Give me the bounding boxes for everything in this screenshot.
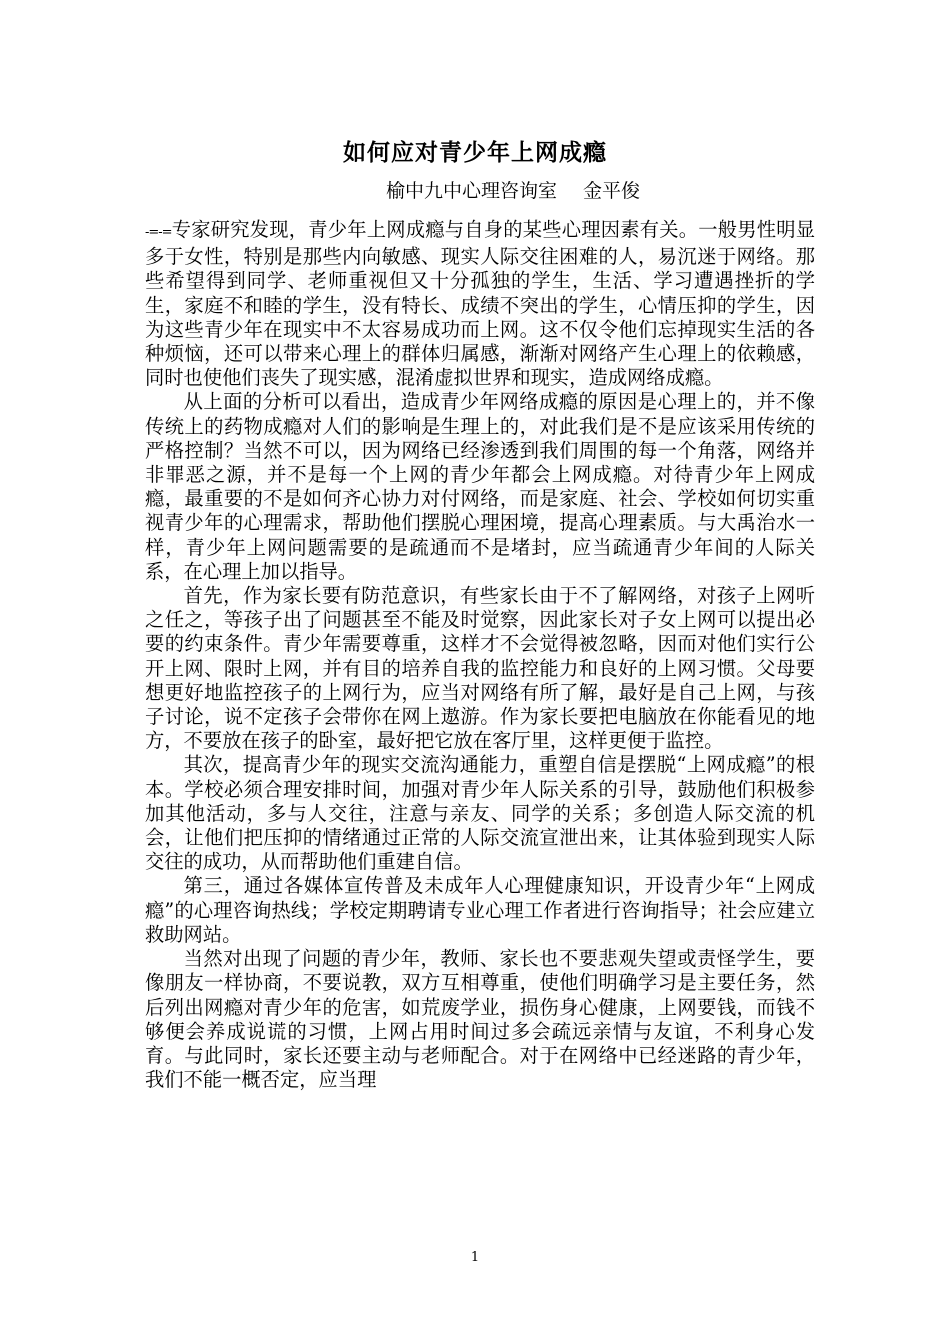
author-line: [386, 176, 640, 203]
paragraph-6: 当然对出现了问题的青少年，教师、家长也不要悲观失望或责怪学生，要像朋友一样协商，不要说教，双方互相尊重，使他们明确学习是主要任务，然后列出网瘾对青少年的危害，如荒废学业，损伤身心健康，上网要钱，而钱不够便会养成说谎的习惯，上网占用时间过多会疏远亲情与友谊，不利身心发育。与此同时，家长还要主动与老师配合。对于在网络中已经迷路的青少年，我们不能一概否定，应当理: [145, 947, 815, 1092]
paragraph-4: 其次，提高青少年的现实交流沟通能力，重塑自信是摆脱“上网成瘾”的根本。学校必须合理安排时间，加强对青少年人际关系的引导，鼓励他们积极参加其他活动，多与人交往，注意与亲友、同学的关系；多创造人际交流的机会，让他们把压抑的情绪通过正常的人际交流宣泄出来，让其体验到现实人际交往的成功，从而帮助他们重建自信。: [145, 753, 815, 874]
paragraph-2: 从上面的分析可以看出，造成青少年网络成瘾的原因是心理上的，并不像传统上的药物成瘾对人们的影响是生理上的，对此我们是不是应该采用传统的严格控制？当然不可以，因为网络已经渗透到我们周围的每一个角落，网络并非罪恶之源，并不是每一个上网的青少年都会上网成瘾。对待青少年上网成瘾，最重要的不是如何齐心协力对付网络，而是家庭、社会、学校如何切实重视青少年的心理需求，帮助他们摆脱心理困境，提高心理素质。与大禹治水一样，青少年上网问题需要的是疏通而不是堵封，应当疏通青少年间的人际关系，在心理上加以指导。: [145, 390, 815, 583]
page-number: 1: [470, 1250, 480, 1265]
author-name: 金平俊: [583, 180, 641, 202]
lead-mark: -=-=: [145, 225, 172, 240]
paragraph-1: [145, 218, 815, 390]
article-body: [145, 218, 815, 1092]
document-title: 如何应对青少年上网成瘾: [343, 139, 607, 166]
paragraph-1-text: 专家研究发现，青少年上网成瘾与自身的某些心理因素有关。一般男性明显多于女性，特别是那些内向敏感、现实人际交往困难的人，易沉迷于网络。那些希望得到同学、老师重视但又十分孤独的学生，生活、学习遭遇挫折的学生，家庭不和睦的学生，没有特长、成绩不突出的学生，心情压抑的学生，因为这些青少年在现实中不太容易成功而上网。这不仅令他们忘掉现实生活的各种烦恼，还可以带来心理上的群体归属感，渐渐对网络产生心理上的依赖感，同时也使他们丧失了现实感，混淆虚拟世界和现实，造成网络成瘾。: [145, 218, 815, 390]
paragraph-3: 首先，作为家长要有防范意识，有些家长由于不了解网络，对孩子上网听之任之，等孩子出了问题甚至不能及时觉察，因此家长对子女上网可以提出必要的约束条件。青少年需要尊重，这样才不会觉得被忽略，因而对他们实行公开上网、限时上网，并有目的培养自我的监控能力和良好的上网习惯。父母要想更好地监控孩子的上网行为，应当对网络有所了解，最好是自己上网，与孩子讨论，说不定孩子会带你在网上遨游。作为家长要把电脑放在你能看见的地方，不要放在孩子的卧室，最好把它放在客厅里，这样更便于监控。: [145, 584, 815, 753]
paragraph-5: 第三，通过各媒体宣传普及未成年人心理健康知识，开设青少年“上网成瘾”的心理咨询热线；学校定期聘请专业心理工作者进行咨询指导；社会应建立救助网站。: [145, 874, 815, 946]
organization-name: 榆中九中心理咨询室: [386, 180, 558, 202]
